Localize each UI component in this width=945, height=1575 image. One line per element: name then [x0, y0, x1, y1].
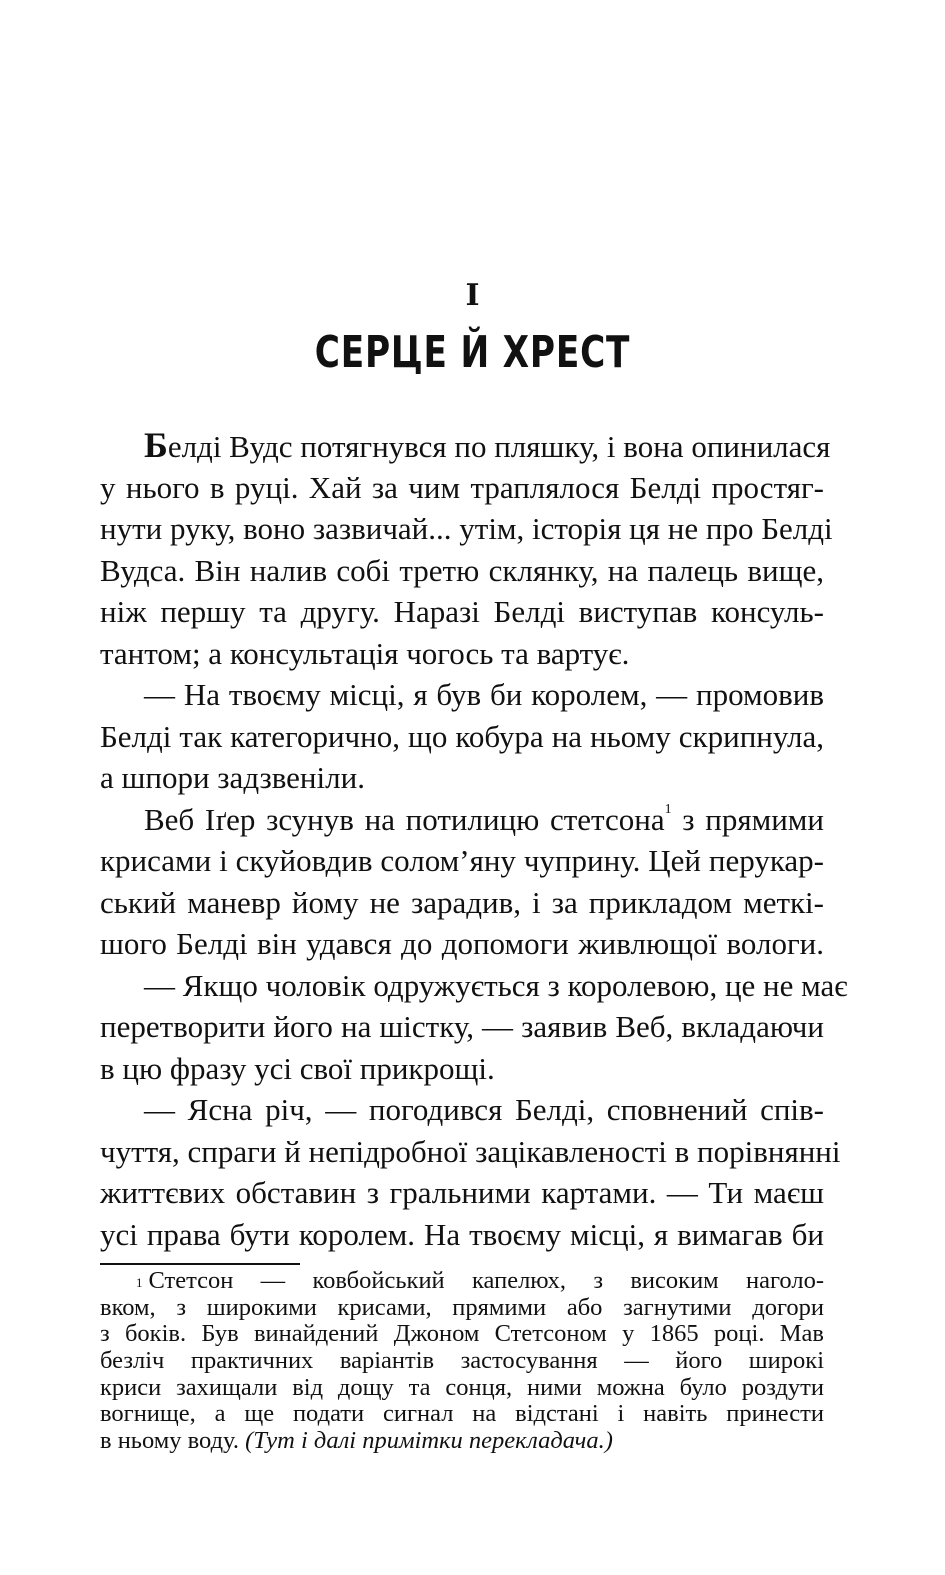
body-line: — Якщо чоловік одружується з королевою, це не має [144, 967, 848, 1003]
body-line: Вудса. Він налив собі третю склянку, на палець вище, [100, 552, 824, 588]
body-line: в цю фразу усі свої прикрощі. [100, 1050, 495, 1086]
footnote-line: вогнище, а ще подати сигнал на відстані і навіть принести [100, 1400, 824, 1428]
body-line: чуття, спраги й непідробної зацікавленості в порівнянні [100, 1133, 841, 1169]
body-line: усі права бути королем. На твоєму місці, я вимагав би [100, 1216, 824, 1252]
body-line: Веб Іґер зсунув на потилицю стетсона$^1$ з прямими [144, 801, 824, 837]
body-line: шого Белді він удався до допомоги живлющої вологи. [100, 926, 824, 961]
footnote-reference-link[interactable]: 1 [664, 801, 672, 817]
body-line: у нього в руці. Хай за чим траплялося Белді простяг- [100, 469, 824, 505]
drop-cap: Б [144, 425, 168, 465]
body-line: перетворити його на шістку, — заявив Веб, вкладаючи [100, 1009, 824, 1044]
footnote [100, 1268, 824, 1455]
translator-note: (Тут і далі примітки перекладача.) [245, 1427, 613, 1455]
body-line: Белді Вудс потягнувся по пляшку, і вона опинилася [144, 425, 831, 465]
body-line: Белді так категорично, що кобура на ньому скрипнула, [100, 718, 824, 754]
body-line: ніж першу та другу. Наразі Белді виступав консуль- [100, 594, 824, 629]
body-line: ський маневр йому не зарадив, і за прикладом меткі- [100, 884, 824, 920]
footnote-divider [100, 1263, 300, 1265]
body-line: а шпори задзвеніли. [100, 760, 365, 795]
footnote-line: безліч практичних варіантів застосування — його широкі [100, 1347, 824, 1375]
chapter-title: СЕРЦЕ Й ХРЕСТ [314, 327, 631, 378]
body-line: — На твоєму місці, я був би королем, — промовив [144, 677, 824, 712]
footnote-line: криси захищали від дощу та сонця, ними можна було роздути [100, 1373, 824, 1401]
footnote-mark: 1 [136, 1275, 143, 1290]
body-line: — Ясна річ, — погодився Белді, сповнений спів- [144, 1092, 824, 1127]
footnote-line: в ньому воду. (Тут і далі примітки перекладача.) [100, 1427, 613, 1455]
footnote-line: з боків. Був винайдений Джоном Стетсоном у 1865 році. Мав [100, 1320, 824, 1348]
chapter-number: I [465, 278, 480, 313]
footnote-line: $^1$ Стетсон — ковбойський капелюх, з високим наголо- [136, 1267, 824, 1294]
body-line: крисами і скуйовдив солом’яну чуприну. Цей перукар- [100, 843, 824, 878]
body-line: тантом; а консультація чогось та вартує. [100, 635, 630, 671]
footnote-line: вком, з широкими крисами, прямими або загнутими догори [100, 1293, 824, 1321]
body-line: нути руку, воно зазвичай... утім, історія ця не про Белді [100, 511, 833, 546]
body-line: життєвих обставин з гральними картами. — Ти маєш [100, 1175, 824, 1210]
body-text [100, 425, 848, 1255]
